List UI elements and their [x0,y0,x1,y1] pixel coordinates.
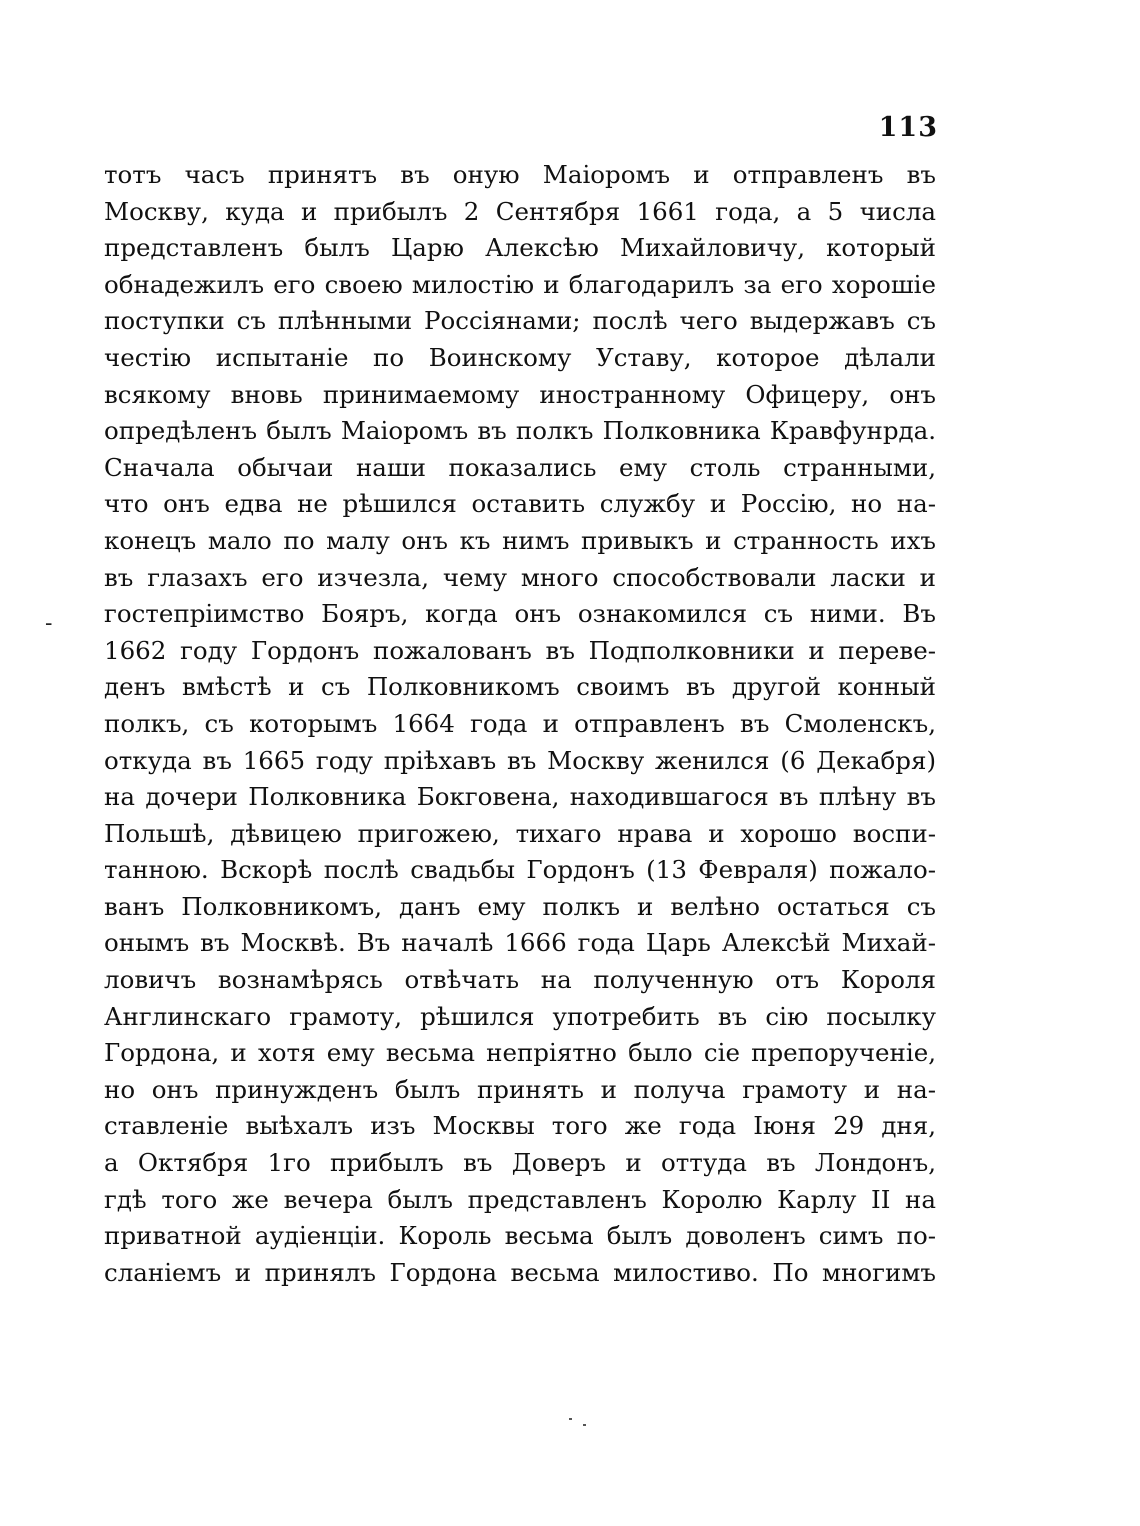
text-line: поступки съ плѣнными Россіянами; послѣ чего выдержавъ съ [104,306,936,336]
text-line: тотъ часъ принятъ въ оную Маіоромъ и отправленъ въ [104,160,936,189]
text-line: приватной аудіенціи. Король весьма былъ доволенъ симъ по- [104,1221,936,1251]
text-line: опредѣленъ былъ Маіоромъ въ полкъ Полковника Кравфунрда. [104,416,936,446]
text-line: Англинскаго грамоту, рѣшился употребить въ сію посылку [104,1001,936,1031]
body-text [104,157,936,1291]
text-line: на дочери Полковника Бокговена, находившагося въ плѣну въ [104,782,936,812]
text-line: ставленіе выѣхалъ изъ Москвы того же года Іюня 29 дня, [104,1111,936,1141]
text-line: полкъ, съ которымъ 1664 года и отправленъ въ Смоленскъ, [104,708,936,738]
text-line: что онъ едва не рѣшился оставить службу и Россію, но на- [104,489,936,519]
text-line: Гордона, и хотя ему весьма непріятно было сіе препорученіе, [104,1038,936,1068]
text-line: а Октября 1го прибылъ въ Доверъ и оттуда въ Лондонъ, [104,1148,936,1178]
text-line: откуда въ 1665 году пріѣхавъ въ Москву женился (6 Декабря) [104,745,936,775]
text-line: всякому вновь принимаемому иностранному Офицеру, онъ [104,379,936,409]
text-line: представленъ былъ Царю Алексѣю Михайловичу, который [104,233,936,263]
text-line: Польшѣ, дѣвицею пригожею, тихаго нрава и хорошо воспи- [104,818,936,848]
text-line: Сначала обычаи наши показались ему столь странными, [104,452,936,482]
text-line: честію испытаніе по Воинскому Уставу, которое дѣлали [104,342,936,372]
text-line: конецъ мало по малу онъ къ нимъ привыкъ и странность ихъ [104,525,936,555]
text-line: гостепріимство Бояръ, когда онъ ознакомился съ ними. Въ [104,599,936,629]
scan-speck [569,1418,572,1420]
text-line: онымъ въ Москвѣ. Въ началѣ 1666 года Царь Алексѣй Михай- [104,928,936,958]
text-line: гдѣ того же вечера былъ представленъ Королю Карлу II на [104,1184,936,1214]
text-line: въ глазахъ его изчезла, чему много способствовали ласки и [104,562,936,592]
margin-mark: - [45,611,53,636]
text-line: Москву, куда и прибылъ 2 Сентября 1661 года, а 5 числа [104,196,936,226]
text-line: танною. Вскорѣ послѣ свадьбы Гордонъ (13 Февраля) пожало- [104,855,936,885]
page-number: 113 [878,112,938,143]
text-line: ванъ Полковникомъ, данъ ему полкъ и велѣно остаться съ [104,891,936,921]
text-line: но онъ принужденъ былъ принять и получа грамоту и на- [104,1074,936,1104]
text-line: сланіемъ и принялъ Гордона весьма милостиво. По многимъ [104,1257,936,1287]
scan-speck [583,1424,586,1426]
text-line: денъ вмѣстѣ и съ Полковникомъ своимъ въ другой конный [104,672,936,702]
text-line: ловичъ вознамѣрясь отвѣчать на полученную отъ Короля [104,965,936,995]
text-line: обнадежилъ его своею милостію и благодарилъ за его хорошіе [104,269,936,299]
text-line: 1662 году Гордонъ пожалованъ въ Подполковники и переве- [104,635,936,665]
